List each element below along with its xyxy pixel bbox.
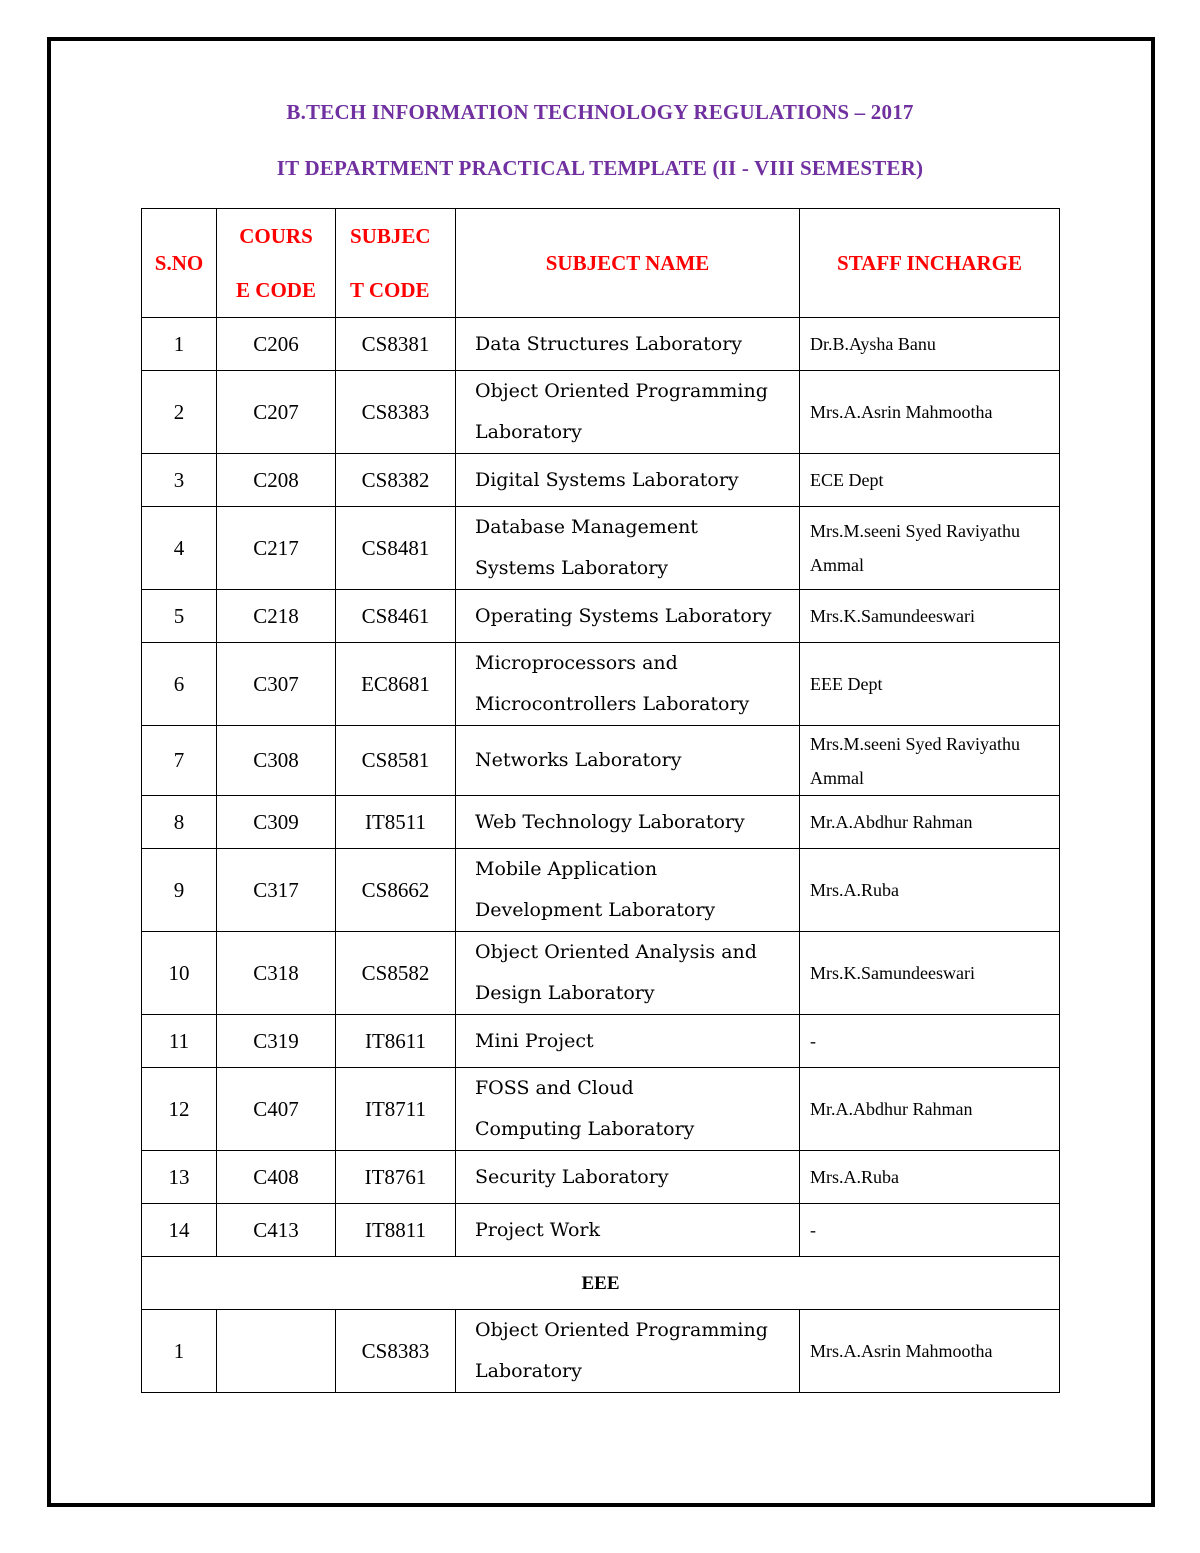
cell-subject-name xyxy=(456,1015,800,1068)
section-label: EEE xyxy=(142,1257,1060,1310)
cell-staff xyxy=(800,1151,1060,1204)
subject-name-line2: Microcontrollers Laboratory xyxy=(475,693,750,715)
cell-subject-name xyxy=(456,643,800,726)
cell-course-code: C319 xyxy=(217,1015,336,1068)
cell-subject-code: IT8711 xyxy=(336,1068,456,1151)
header-course-code-line1: COURS xyxy=(239,224,313,248)
cell-sno: 1 xyxy=(142,1310,217,1393)
cell-staff xyxy=(800,643,1060,726)
cell-subject-code: CS8383 xyxy=(336,371,456,454)
staff-line1: Mrs.A.Ruba xyxy=(810,1167,899,1187)
table-row xyxy=(142,1015,1060,1068)
header-row xyxy=(142,209,1060,318)
cell-course-code: C318 xyxy=(217,932,336,1015)
subject-name-line1: Data Structures Laboratory xyxy=(475,332,743,355)
staff-line1: Mrs.K.Samundeeswari xyxy=(810,963,975,983)
cell-sno: 7 xyxy=(142,726,217,796)
subject-name-line1: Object Oriented Programming xyxy=(475,1319,768,1341)
staff-line1: Mrs.K.Samundeeswari xyxy=(810,606,975,626)
cell-subject-code: CS8382 xyxy=(336,454,456,507)
header-course-code-line2: E CODE xyxy=(236,278,316,302)
cell-course-code: C408 xyxy=(217,1151,336,1204)
header-sno: S.NO xyxy=(142,209,217,318)
subject-name-line2: Computing Laboratory xyxy=(475,1118,695,1140)
cell-subject-code: CS8461 xyxy=(336,590,456,643)
section-body xyxy=(142,1257,1060,1393)
header-subject-code-line1: SUBJEC xyxy=(350,224,431,248)
cell-sno: 8 xyxy=(142,796,217,849)
subject-name-line1: Object Oriented Analysis and xyxy=(475,941,757,963)
subject-name-line2: Design Laboratory xyxy=(475,982,655,1004)
subject-name-line2: Laboratory xyxy=(475,1360,582,1382)
staff-line1: Mrs.A.Ruba xyxy=(810,880,899,900)
cell-subject-name xyxy=(456,1204,800,1257)
cell-subject-code: IT8511 xyxy=(336,796,456,849)
cell-course-code: C217 xyxy=(217,507,336,590)
cell-sno: 10 xyxy=(142,932,217,1015)
cell-sno: 6 xyxy=(142,643,217,726)
subject-name-line1: Project Work xyxy=(475,1218,601,1241)
cell-subject-name xyxy=(456,454,800,507)
cell-course-code: C218 xyxy=(217,590,336,643)
cell-sno: 13 xyxy=(142,1151,217,1204)
cell-staff xyxy=(800,371,1060,454)
table-row xyxy=(142,454,1060,507)
cell-subject-name xyxy=(456,371,800,454)
subject-name-line1: Microprocessors and xyxy=(475,652,678,674)
subject-name-line1: FOSS and Cloud xyxy=(475,1077,634,1099)
subject-name-line1: Database Management xyxy=(475,516,698,538)
subject-name-line2: Development Laboratory xyxy=(475,899,716,921)
table-row xyxy=(142,1204,1060,1257)
cell-staff xyxy=(800,1068,1060,1151)
subject-name-line1: Web Technology Laboratory xyxy=(475,810,745,833)
cell-subject-code: CS8581 xyxy=(336,726,456,796)
staff-line1: Mrs.A.Asrin Mahmootha xyxy=(810,1341,993,1361)
staff-line1: Dr.B.Aysha Banu xyxy=(810,334,936,354)
cell-course-code: C208 xyxy=(217,454,336,507)
staff-line1: Mrs.A.Asrin Mahmootha xyxy=(810,402,993,422)
cell-course-code: C413 xyxy=(217,1204,336,1257)
cell-subject-name xyxy=(456,796,800,849)
cell-course-code: C309 xyxy=(217,796,336,849)
staff-line1: Mrs.M.seeni Syed Raviyathu xyxy=(810,733,1020,754)
staff-line1: Mr.A.Abdhur Rahman xyxy=(810,1099,973,1119)
table-row xyxy=(142,1151,1060,1204)
cell-subject-name xyxy=(456,1310,800,1393)
cell-sno: 12 xyxy=(142,1068,217,1151)
subject-name-line1: Mobile Application xyxy=(475,858,658,880)
cell-course-code: C206 xyxy=(217,318,336,371)
cell-sno: 2 xyxy=(142,371,217,454)
subject-name-line1: Networks Laboratory xyxy=(475,749,682,771)
cell-sno: 3 xyxy=(142,454,217,507)
table-row xyxy=(142,318,1060,371)
cell-course-code xyxy=(217,1310,336,1393)
cell-subject-code: EC8681 xyxy=(336,643,456,726)
cell-course-code: C317 xyxy=(217,849,336,932)
header-subject-code xyxy=(336,209,456,318)
cell-sno: 4 xyxy=(142,507,217,590)
subject-name-line1: Mini Project xyxy=(475,1029,594,1052)
cell-subject-name xyxy=(456,318,800,371)
table-row xyxy=(142,1068,1060,1151)
cell-subject-code: IT8611 xyxy=(336,1015,456,1068)
header-staff: STAFF INCHARGE xyxy=(800,209,1060,318)
cell-subject-code: CS8383 xyxy=(336,1310,456,1393)
table-row xyxy=(142,643,1060,726)
cell-course-code: C307 xyxy=(217,643,336,726)
staff-line2: Ammal xyxy=(810,767,864,788)
cell-subject-code: CS8481 xyxy=(336,507,456,590)
cell-subject-name xyxy=(456,1151,800,1204)
cell-staff xyxy=(800,726,1060,796)
subject-name-line2: Systems Laboratory xyxy=(475,557,669,579)
cell-subject-code: IT8811 xyxy=(336,1204,456,1257)
cell-staff xyxy=(800,932,1060,1015)
cell-subject-name xyxy=(456,849,800,932)
header-course-code xyxy=(217,209,336,318)
header-subject-code-line2: T CODE xyxy=(350,278,430,302)
table-row xyxy=(142,1310,1060,1393)
table-row xyxy=(142,849,1060,932)
cell-subject-code: CS8381 xyxy=(336,318,456,371)
cell-subject-name xyxy=(456,507,800,590)
subject-name-line1: Security Laboratory xyxy=(475,1165,669,1188)
table-row xyxy=(142,371,1060,454)
cell-staff xyxy=(800,454,1060,507)
document-subtitle: IT DEPARTMENT PRACTICAL TEMPLATE (II - VIII SEMESTER) xyxy=(276,156,924,180)
staff-line1: Mr.A.Abdhur Rahman xyxy=(810,812,973,832)
staff-line1: - xyxy=(810,1220,816,1240)
cell-sno: 1 xyxy=(142,318,217,371)
cell-staff xyxy=(800,849,1060,932)
cell-course-code: C308 xyxy=(217,726,336,796)
table-row xyxy=(142,726,1060,796)
table-row xyxy=(142,507,1060,590)
cell-subject-code: IT8761 xyxy=(336,1151,456,1204)
staff-line1: ECE Dept xyxy=(810,470,884,490)
staff-line1: - xyxy=(810,1031,816,1051)
cell-staff xyxy=(800,1015,1060,1068)
practical-table xyxy=(141,208,1060,1393)
staff-line1: EEE Dept xyxy=(810,674,883,694)
cell-subject-name xyxy=(456,1068,800,1151)
cell-staff xyxy=(800,1204,1060,1257)
cell-staff xyxy=(800,796,1060,849)
header-subject-name: SUBJECT NAME xyxy=(456,209,800,318)
staff-line2: Ammal xyxy=(810,555,864,575)
cell-sno: 14 xyxy=(142,1204,217,1257)
cell-course-code: C207 xyxy=(217,371,336,454)
table-row xyxy=(142,932,1060,1015)
table-body xyxy=(142,318,1060,1257)
cell-staff xyxy=(800,507,1060,590)
cell-staff xyxy=(800,590,1060,643)
cell-course-code: C407 xyxy=(217,1068,336,1151)
table-row xyxy=(142,796,1060,849)
cell-staff xyxy=(800,318,1060,371)
cell-subject-name xyxy=(456,932,800,1015)
subject-name-line1: Digital Systems Laboratory xyxy=(475,468,739,491)
cell-sno: 11 xyxy=(142,1015,217,1068)
subject-name-line1: Object Oriented Programming xyxy=(475,380,768,402)
cell-subject-code: CS8662 xyxy=(336,849,456,932)
cell-subject-name xyxy=(456,726,800,796)
cell-sno: 5 xyxy=(142,590,217,643)
cell-sno: 9 xyxy=(142,849,217,932)
cell-subject-name xyxy=(456,590,800,643)
staff-line1: Mrs.M.seeni Syed Raviyathu xyxy=(810,521,1020,541)
cell-subject-code: CS8582 xyxy=(336,932,456,1015)
table-row xyxy=(142,590,1060,643)
subject-name-line2: Laboratory xyxy=(475,421,582,443)
subject-name-line1: Operating Systems Laboratory xyxy=(475,604,772,627)
section-row xyxy=(142,1257,1060,1310)
cell-staff xyxy=(800,1310,1060,1393)
document-title: B.TECH INFORMATION TECHNOLOGY REGULATIONS – 2017 xyxy=(286,100,914,124)
